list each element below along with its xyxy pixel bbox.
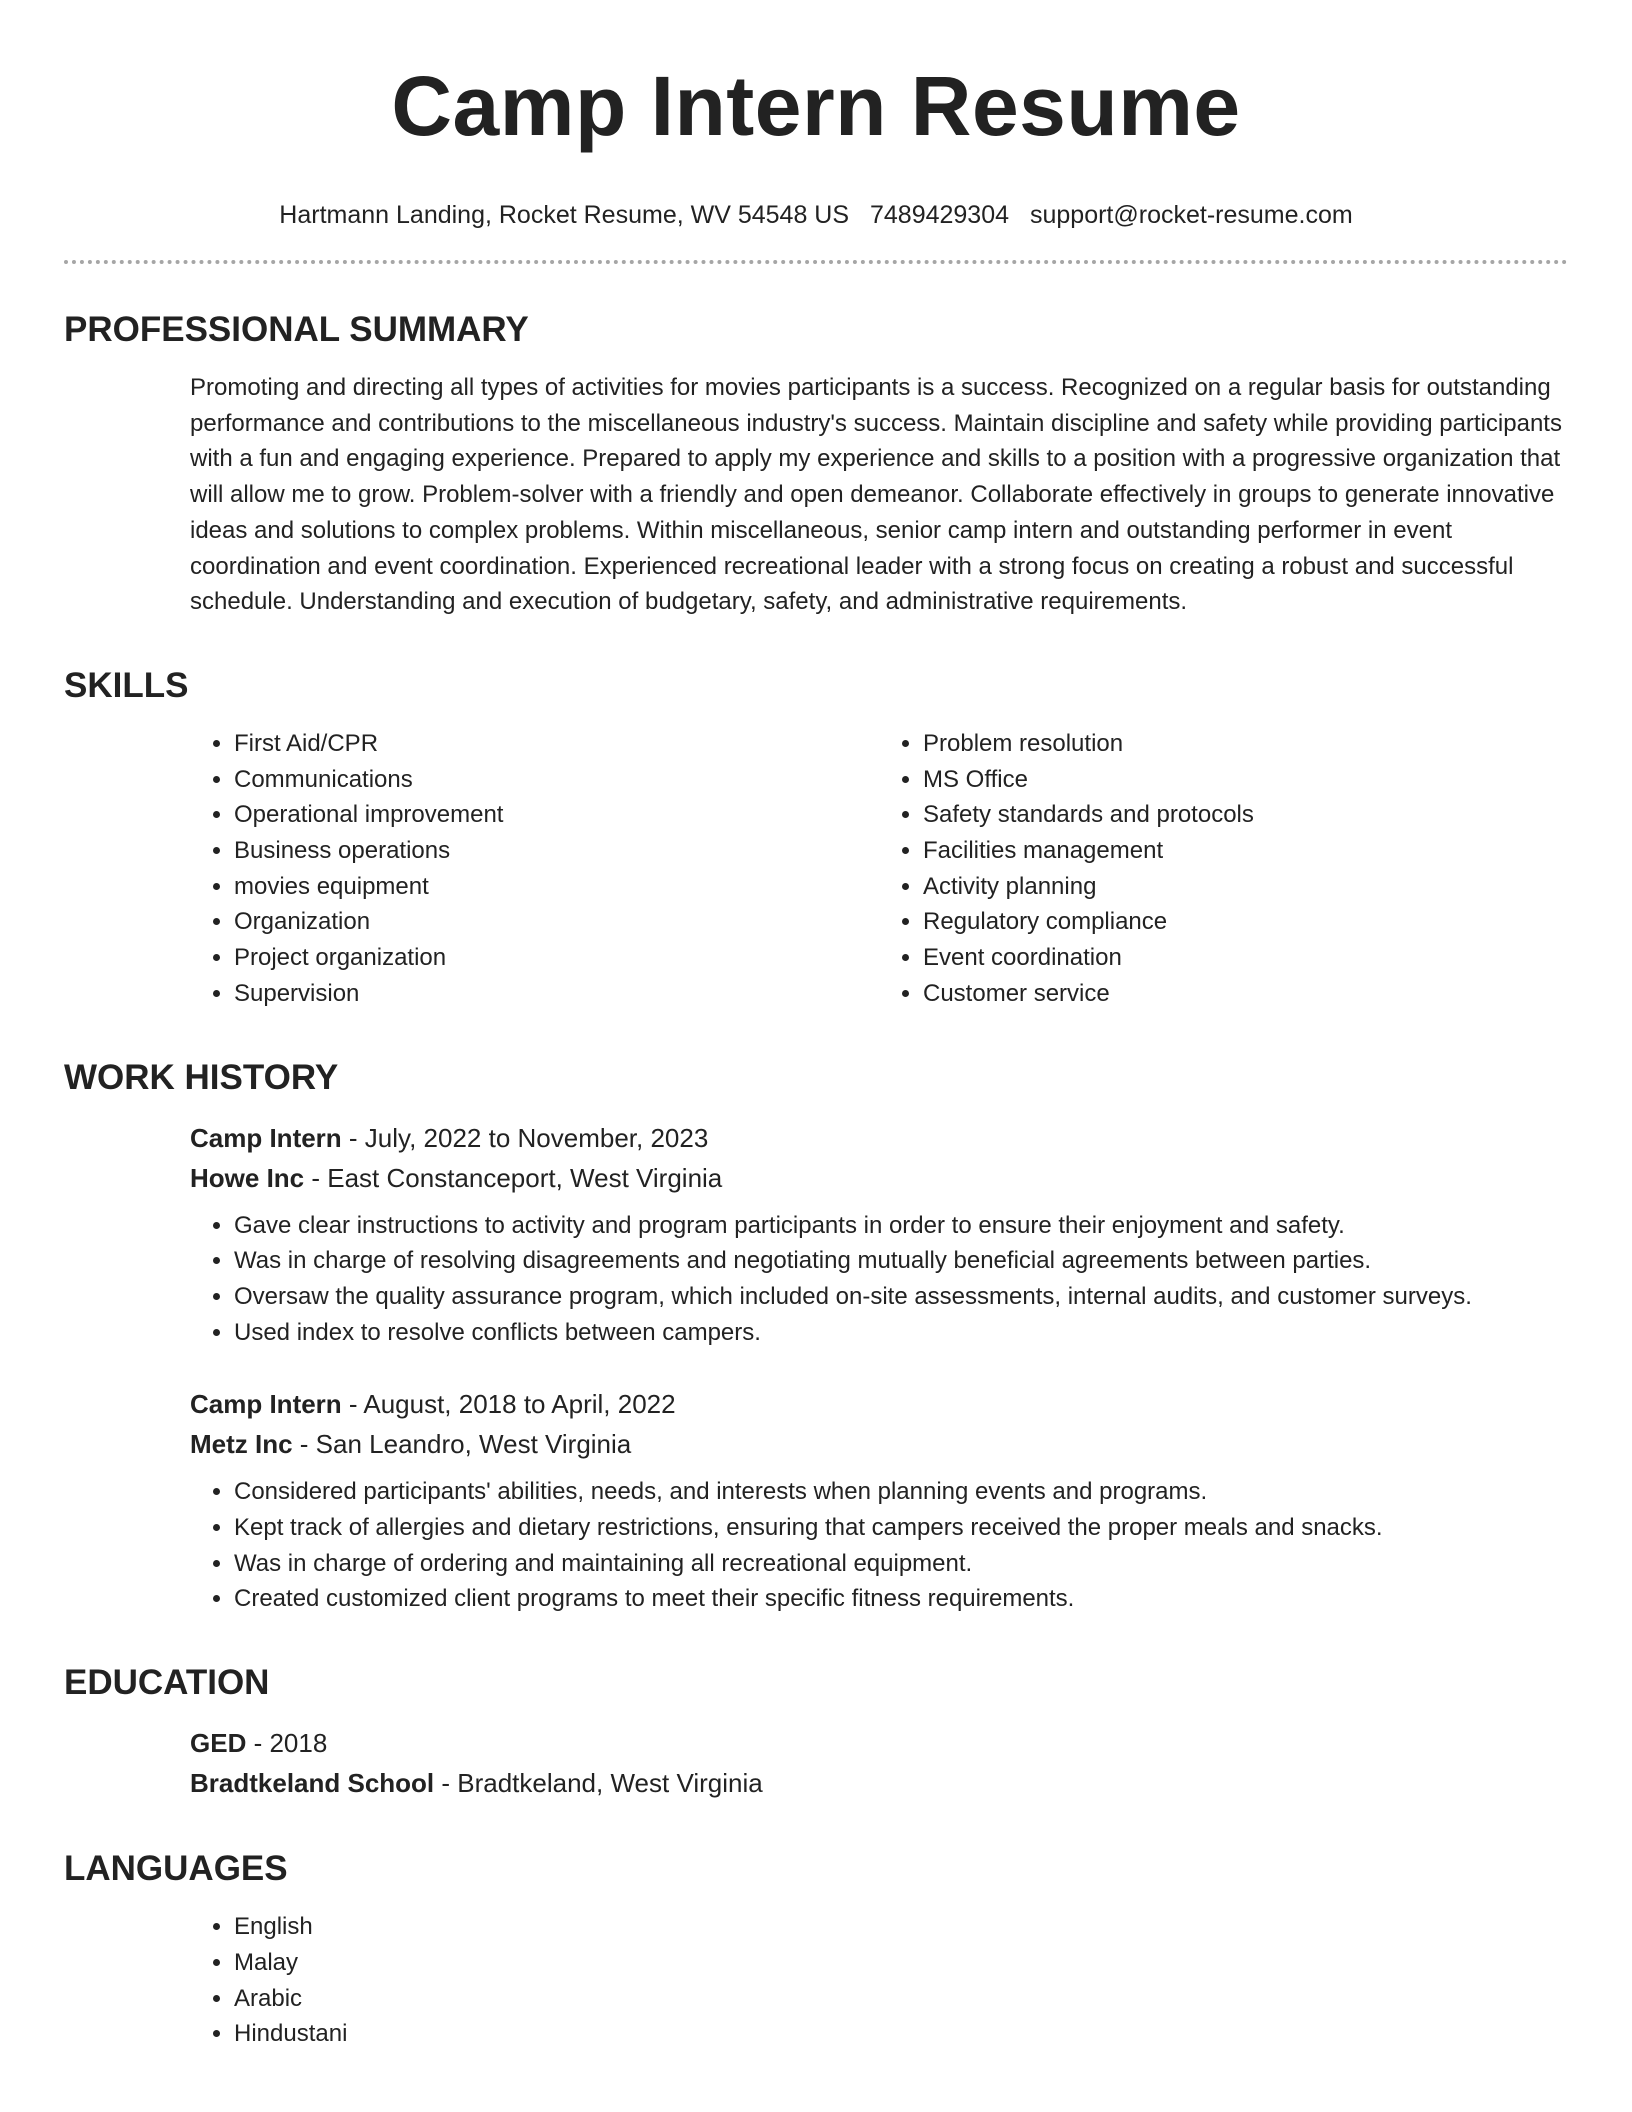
job-bullet: • Used index to resolve conflicts between campers. (234, 1315, 1568, 1351)
languages-list (190, 1909, 1568, 2052)
job-bullet: • Was in charge of resolving disagreements and negotiating mutually beneficial agreements between parties. (234, 1243, 1568, 1279)
job-entry (190, 1118, 1568, 1351)
job-title-line (190, 1118, 1568, 1158)
contact-phone: 7489429304 (869, 201, 1010, 229)
job-company-line (190, 1424, 1568, 1464)
contact-line (64, 198, 1568, 232)
skill-item: • Operational improvement (234, 797, 879, 833)
job-entry (190, 1384, 1568, 1617)
skill-item: • Activity planning (923, 869, 1568, 905)
skill-item: • movies equipment (234, 869, 879, 905)
skill-item: • Project organization (234, 940, 879, 976)
summary-block (190, 370, 1568, 620)
skills-list-left (190, 726, 879, 1012)
job-bullets (190, 1208, 1568, 1351)
job-company: Howe Inc (190, 1162, 305, 1193)
contact-address: Hartmann Landing, Rocket Resume, WV 54548 US (279, 201, 850, 229)
job-bullet: • Gave clear instructions to activity and program participants in order to ensure their enjoyment and safety. (234, 1208, 1568, 1244)
languages-block (190, 1909, 1568, 2052)
summary-text: Promoting and directing all types of activities for movies participants is a success. Recognized on a regular basis for outstanding performance and contributions to the miscellaneous industry's success. Maintain discipline and safety while providing participants with a fun and engaging experience. Prepared to apply my experience and skills to a position with a progressive organization that will allow me to grow. Problem-solver with a friendly and open demeanor. Collaborate effectively in groups to generate innovative ideas and solutions to complex problems. Within miscellaneous, senior camp intern and outstanding performer in event coordination and event coordination. Experienced recreational leader with a strong focus on creating a robust and successful schedule. Understanding and execution of budgetary, safety, and administrative requirements. (190, 374, 1562, 616)
skill-item: • Facilities management (923, 833, 1568, 869)
job-dates: - July, 2022 to November, 2023 (341, 1122, 709, 1153)
job-location: - San Leandro, West Virginia (292, 1429, 632, 1460)
contact-email: support@rocket-resume.com (1029, 201, 1353, 229)
work-heading: WORK HISTORY (64, 1057, 339, 1097)
skill-item: • Event coordination (923, 940, 1568, 976)
job-title: Camp Intern (190, 1122, 342, 1153)
skill-item: • Organization (234, 904, 879, 940)
job-bullet: • Considered participants' abilities, needs, and interests when planning events and programs. (234, 1474, 1568, 1510)
job-bullet: • Created customized client programs to meet their specific fitness requirements. (234, 1581, 1568, 1617)
skill-item: • Communications (234, 762, 879, 798)
job-company-line (190, 1158, 1568, 1198)
language-item: • Malay (234, 1945, 1568, 1981)
language-item: • English (234, 1909, 1568, 1945)
skills-grid (190, 726, 1568, 1012)
skill-item: • Problem resolution (923, 726, 1568, 762)
education-block (190, 1723, 1568, 1803)
skills-list-right (879, 726, 1568, 1012)
skill-item: • Business operations (234, 833, 879, 869)
job-title-line (190, 1384, 1568, 1424)
education-school: Bradtkeland School (190, 1768, 435, 1799)
education-degree-line (190, 1723, 1568, 1763)
work-block (190, 1118, 1568, 1618)
education-heading: EDUCATION (64, 1663, 270, 1703)
job-bullet: • Oversaw the quality assurance program, which included on-site assessments, internal audits, and customer surveys. (234, 1279, 1568, 1315)
skill-item: • First Aid/CPR (234, 726, 879, 762)
education-degree: GED (190, 1728, 247, 1759)
skills-heading: SKILLS (64, 665, 189, 705)
skill-item: • MS Office (923, 762, 1568, 798)
language-item: • Hindustani (234, 2016, 1568, 2052)
languages-heading: LANGUAGES (64, 1849, 288, 1889)
education-school-line (190, 1763, 1568, 1803)
job-bullet: • Was in charge of ordering and maintaining all recreational equipment. (234, 1546, 1568, 1582)
job-title: Camp Intern (190, 1389, 342, 1420)
education-location: - Bradtkeland, West Virginia (434, 1768, 763, 1799)
skill-item: • Regulatory compliance (923, 904, 1568, 940)
job-bullet: • Kept track of allergies and dietary restrictions, ensuring that campers received the proper meals and snacks. (234, 1510, 1568, 1546)
job-bullets (190, 1474, 1568, 1617)
job-company: Metz Inc (190, 1429, 293, 1460)
skill-item: • Customer service (923, 976, 1568, 1012)
education-year: - 2018 (246, 1728, 328, 1759)
language-item: • Arabic (234, 1981, 1568, 2017)
summary-heading: PROFESSIONAL SUMMARY (64, 310, 529, 349)
job-location: - East Constanceport, West Virginia (304, 1162, 723, 1193)
skill-item: • Supervision (234, 976, 879, 1012)
header-divider (64, 260, 1568, 264)
resume-title: Camp Intern Resume (391, 59, 1241, 153)
skill-item: • Safety standards and protocols (923, 797, 1568, 833)
job-dates: - August, 2018 to April, 2022 (341, 1389, 676, 1420)
